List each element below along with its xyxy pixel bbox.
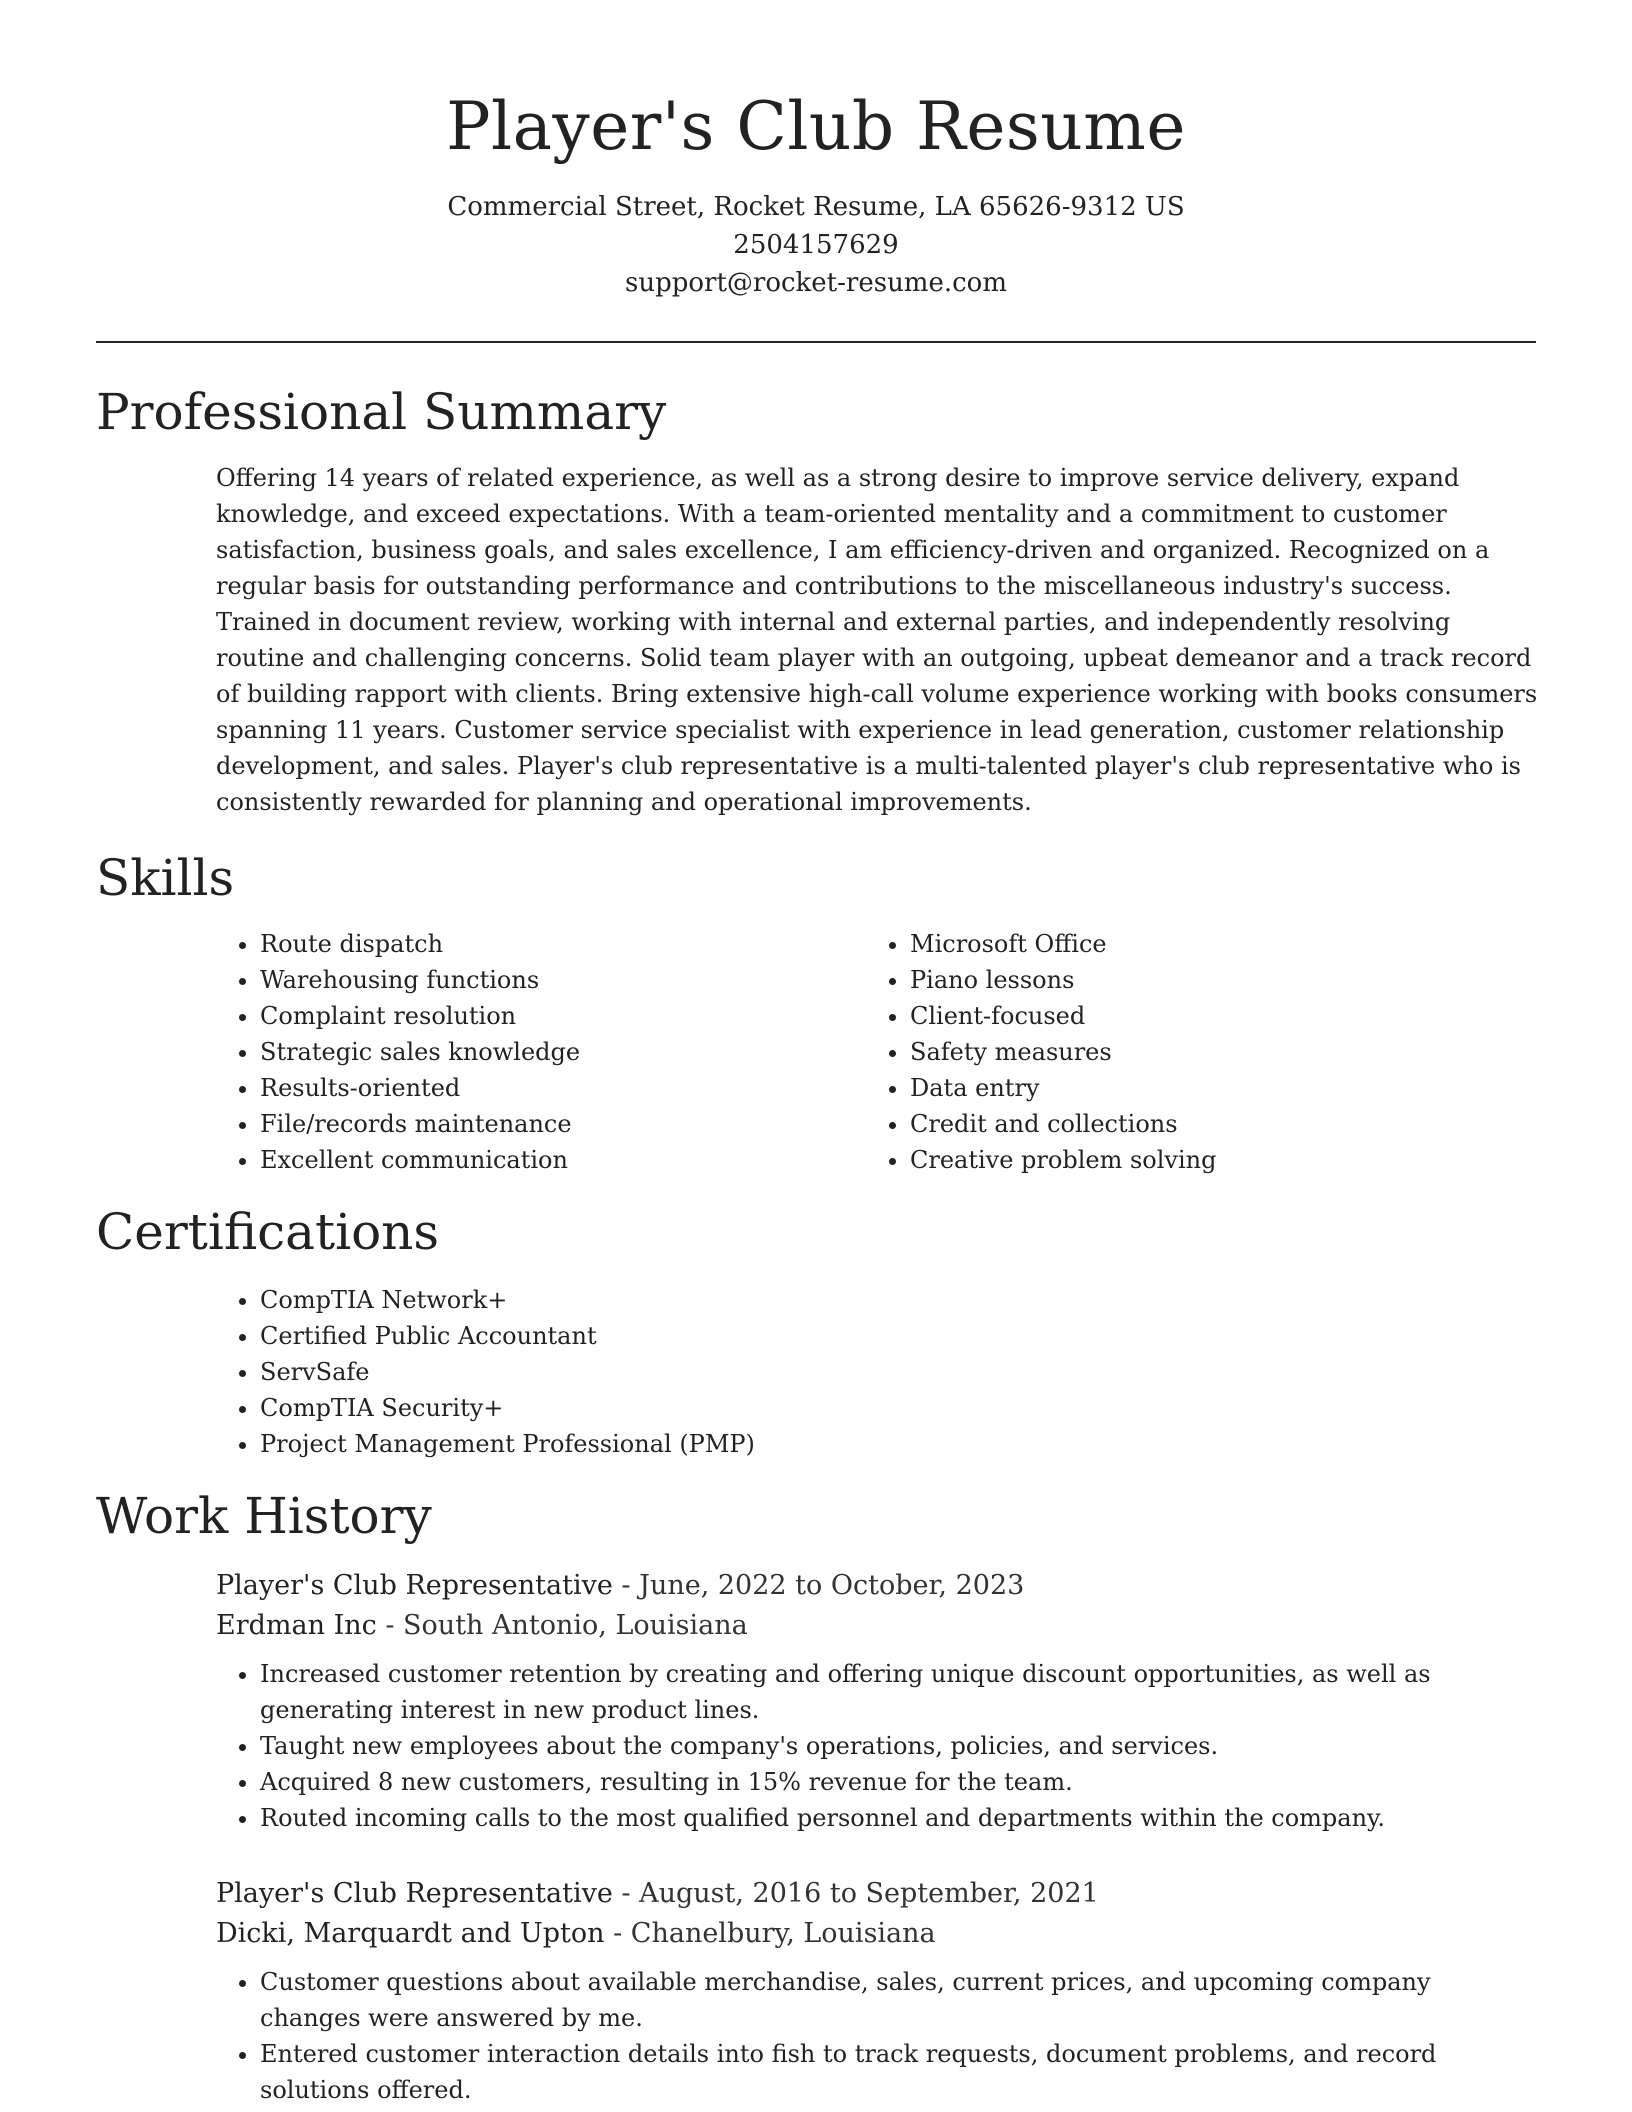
summary-text: Offering 14 years of related experience, as well as a strong desire to improve service delivery, expand knowledge, and exceed expectations. With a team-oriented mentality and a commitment to customer satisfaction, business goals, and sales excellence, I am efficiency-driven and organized. Recognized on a regular basis for outstanding performance and contributions to the miscellaneous industry's success. Trained in document review, working with internal and external parties, and independently resolving routine and challenging concerns. Solid team player with an outgoing, upbeat demeanor and a track record of building rapport with clients. Bring extensive high-call volume experience working with books consumers spanning 11 years. Customer service specialist with experience in lead generation, customer relationship development, and sales. Player's club representative is a multi-talented player's club representative who is consistently rewarded for planning and operational improvements.	[216, 464, 1538, 816]
skills-column-right	[866, 926, 1486, 1178]
job-bullet: • Customer questions about available merchandise, sales, current prices, and upcoming company changes were answered by me.	[260, 1964, 1538, 2036]
job-separator: -	[376, 1610, 404, 1641]
certification-item: • ServSafe	[260, 1354, 1538, 1390]
job-title-line	[216, 1874, 1538, 1914]
skill-item: • Complaint resolution	[260, 998, 836, 1034]
skill-item: • Safety measures	[910, 1034, 1486, 1070]
job-bullets	[216, 1964, 1538, 2108]
job-dates: June, 2022 to October, 2023	[639, 1570, 1025, 1601]
skill-item: • Excellent communication	[260, 1142, 836, 1178]
skill-item: • Data entry	[910, 1070, 1486, 1106]
skill-item: • File/records maintenance	[260, 1106, 836, 1142]
job-location: South Antonio, Louisiana	[403, 1610, 748, 1641]
job-separator: -	[612, 1878, 640, 1909]
certification-item: • CompTIA Security+	[260, 1390, 1538, 1426]
contact-address: Commercial Street, Rocket Resume, LA 65626-9312 US	[447, 192, 1185, 222]
job-bullet: • Acquired 8 new customers, resulting in 15% revenue for the team.	[260, 1764, 1538, 1800]
certification-item: • Certified Public Accountant	[260, 1318, 1538, 1354]
job-location: Chanelbury, Louisiana	[630, 1918, 936, 1949]
job-bullets	[216, 1656, 1538, 1836]
summary-heading: Professional Summary	[96, 383, 667, 441]
job-company-line	[216, 1606, 1538, 1646]
job-role: Player's Club Representative	[216, 1878, 613, 1909]
job-bullet: • Entered customer interaction details into fish to track requests, document problems, and record solutions offered.	[260, 2036, 1538, 2108]
certification-item: • CompTIA Network+	[260, 1282, 1538, 1318]
job-company-line	[216, 1914, 1538, 1954]
job-entry	[216, 1874, 1538, 2108]
job-entry	[216, 1566, 1538, 1836]
resume-header	[0, 0, 1632, 302]
skill-item: • Warehousing functions	[260, 962, 836, 998]
skill-item: • Results-oriented	[260, 1070, 836, 1106]
job-company: Erdman Inc	[216, 1610, 377, 1641]
skill-item: • Credit and collections	[910, 1106, 1486, 1142]
skills-heading: Skills	[96, 849, 235, 907]
skill-item: • Creative problem solving	[910, 1142, 1486, 1178]
skill-item: • Route dispatch	[260, 926, 836, 962]
work-history-heading: Work History	[96, 1487, 432, 1545]
contact-block	[0, 188, 1632, 302]
resume-name: Player's Club Resume	[446, 88, 1186, 165]
certifications-list	[216, 1282, 1538, 1462]
skill-item: • Strategic sales knowledge	[260, 1034, 836, 1070]
job-bullet: • Taught new employees about the company's operations, policies, and services.	[260, 1728, 1538, 1764]
skills-column-left	[216, 926, 836, 1178]
skill-item: • Microsoft Office	[910, 926, 1486, 962]
job-separator: -	[612, 1570, 640, 1601]
job-title-line	[216, 1566, 1538, 1606]
job-company: Dicki, Marquardt and Upton	[216, 1918, 605, 1949]
job-dates: August, 2016 to September, 2021	[639, 1878, 1099, 1909]
job-role: Player's Club Representative	[216, 1570, 613, 1601]
header-divider	[96, 341, 1536, 343]
job-bullet: • Routed incoming calls to the most qualified personnel and departments within the company.	[260, 1800, 1538, 1836]
skill-item: • Piano lessons	[910, 962, 1486, 998]
job-separator: -	[604, 1918, 631, 1949]
contact-phone: 2504157629	[733, 230, 899, 260]
certifications-heading: Certifications	[96, 1203, 440, 1261]
skill-item: • Client-focused	[910, 998, 1486, 1034]
job-bullet: • Increased customer retention by creating and offering unique discount opportunities, as well as generating interest in new product lines.	[260, 1656, 1538, 1728]
contact-email: support@rocket-resume.com	[624, 268, 1007, 298]
certification-item: • Project Management Professional (PMP)	[260, 1426, 1538, 1462]
